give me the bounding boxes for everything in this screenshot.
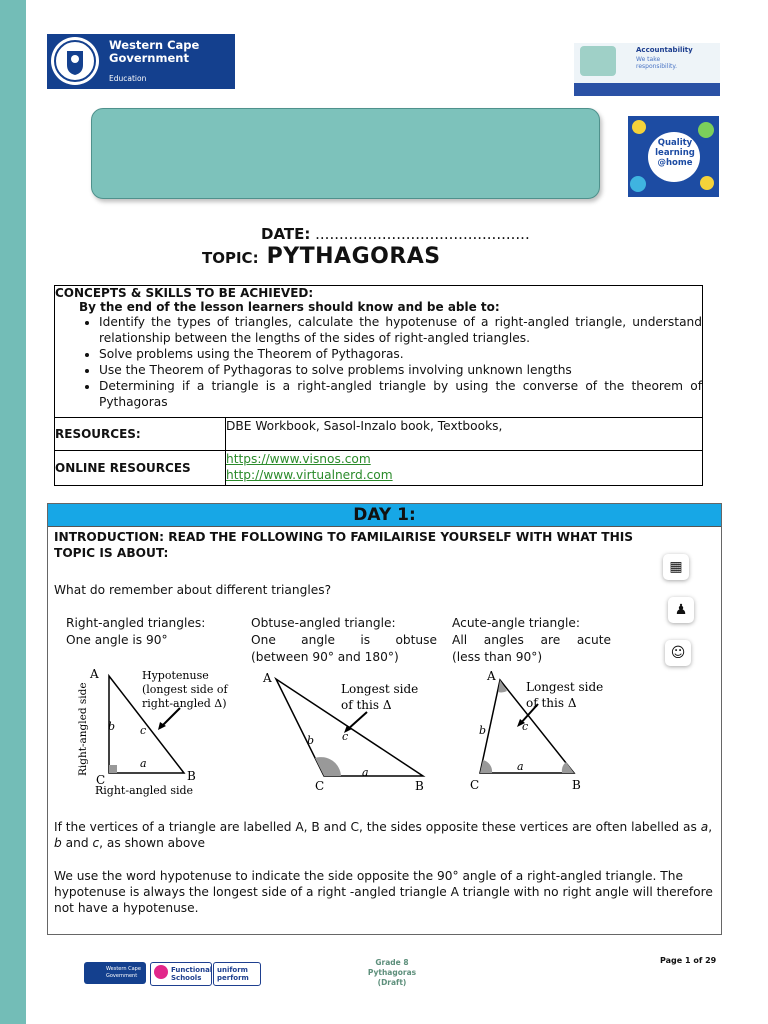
vertex-b: B (415, 779, 424, 793)
type-title: Right-angled triangles: (66, 616, 206, 630)
title-banner (91, 108, 600, 199)
list-item: • Solve problems using the Theorem of Pythagoras. (99, 346, 702, 362)
concepts-list (55, 314, 702, 410)
accountability-logo (574, 43, 720, 96)
concepts-heading: CONCEPTS & SKILLS TO BE ACHIEVED: (55, 286, 314, 300)
type-title: Obtuse-angled triangle: (251, 616, 396, 630)
wcg-logo (47, 34, 235, 89)
bottom-side-label: Right-angled side (95, 784, 194, 797)
type-range: (between 90° and 180°) (251, 650, 399, 664)
wcg-name: Western Cape Government (109, 38, 200, 65)
page-number: Page 1 of 29 (660, 956, 717, 965)
link-visnos[interactable]: https://www.visnos.com (226, 452, 371, 466)
list-item: • Use the Theorem of Pythagoras to solve problems involving unknown lengths (99, 362, 702, 378)
vertex-c: C (96, 773, 106, 787)
acute-desc (452, 615, 611, 666)
yellow-dot (632, 120, 646, 134)
longest-label-2: of this Δ (341, 698, 392, 712)
vertices-paragraph: If the vertices of a triangle are labelled A, B and C, the sides opposite these vertices are often labelled as a, b and c, as shown above (54, 820, 713, 850)
longest-label-1: Longest side (341, 682, 419, 696)
footer-draft: (Draft) (377, 978, 407, 987)
footer-wcg-logo: Western Cape Government (84, 962, 146, 984)
side-b: b (479, 724, 487, 737)
people-icon[interactable]: ♟ (668, 597, 694, 623)
ql-text: Quality learning @home (655, 138, 695, 168)
side-a: a (517, 760, 524, 773)
concepts-subheading: By the end of the lesson learners should know and be able to: (79, 300, 500, 314)
type-desc: One angle is 90° (66, 633, 168, 647)
question-text: What do remember about different triangles? (54, 583, 332, 597)
hyp-label-2: (longest side of (142, 683, 228, 696)
yellow-dot-2 (700, 176, 714, 190)
vertex-a: A (263, 671, 272, 685)
date-line: DATE: ............................................. (261, 225, 530, 243)
accountability-subtitle: We take responsibility. (636, 56, 677, 70)
longest-label-2: of this Δ (526, 696, 577, 710)
right-angle-marker (109, 765, 117, 773)
quality-learning-logo (628, 116, 719, 197)
intro-text: INTRODUCTION: READ THE FOLLOWING TO FAMILAIRISE YOURSELF WITH WHAT THIS TOPIC IS ABOUT: (54, 530, 634, 560)
topic-label: TOPIC: (202, 249, 259, 267)
footer-uniform-perform-logo: uniform perform (213, 962, 261, 986)
right-triangle-figure (60, 664, 240, 804)
longest-label-1: Longest side (526, 680, 604, 694)
green-dot (698, 122, 714, 138)
topic-value: PYTHAGORAS (266, 244, 441, 269)
type-desc: All angles are acute (452, 633, 611, 647)
footer-functional-schools-logo: Functional Schools (150, 962, 212, 986)
left-side-bar (0, 0, 26, 1024)
vertex-b: B (187, 769, 196, 783)
resources-value: DBE Workbook, Sasol-Inzalo book, Textbooks, (226, 418, 703, 451)
teacher-board-icon[interactable]: ▦ (663, 554, 689, 580)
obtuse-desc (251, 615, 437, 666)
online-resources-links (226, 451, 703, 486)
list-item: • Identify the types of triangles, calculate the hypotenuse of a right-angled triangle, understand relationship between the lengths of the sides of right-angled triangles. (99, 314, 702, 346)
hyp-label-3: right-angled Δ) (142, 697, 227, 710)
type-title: Acute-angle triangle: (452, 616, 581, 630)
angle-marker-b (562, 762, 574, 773)
resources-label: RESOURCES: (55, 418, 226, 451)
blue-dot (630, 176, 646, 192)
side-b: b (108, 720, 116, 733)
side-b: b (307, 734, 315, 747)
accountability-strip (574, 83, 720, 96)
online-resources-label: ONLINE RESOURCES (55, 451, 226, 486)
topic-line (202, 244, 441, 269)
pointer-arrow (347, 712, 367, 730)
coat-of-arms-icon (51, 37, 99, 85)
vertex-a: A (487, 669, 496, 683)
footer-center (357, 958, 427, 988)
side-a: a (140, 757, 147, 770)
day-title: DAY 1: (48, 504, 721, 527)
vertex-b: B (572, 778, 581, 792)
type-desc: One angle is obtuse (251, 633, 437, 647)
hyp-label-1: Hypotenuse (142, 669, 209, 682)
footer-topic: Pythagoras (367, 968, 417, 977)
right-angled-desc (66, 615, 226, 649)
side-c: c (140, 724, 147, 737)
wcg-dept: Education (109, 74, 147, 83)
reading-icon[interactable]: ☺ (665, 640, 691, 666)
side-a: a (362, 766, 369, 779)
vertex-c: C (470, 778, 480, 792)
obtuse-triangle-figure (255, 664, 440, 796)
footer-grade: Grade 8 (375, 958, 409, 967)
vertex-a: A (90, 667, 99, 681)
left-side-label: Right-angled side (77, 682, 89, 776)
link-virtualnerd[interactable]: http://www.virtualnerd.com (226, 468, 393, 482)
side-c: c (342, 730, 349, 743)
hypotenuse-paragraph: We use the word hypotenuse to indicate the side opposite the 90° angle of a right-angled triangle. The hypotenuse is always the longest side of a right -angled triangle A triangle with no right angle will therefore not have a hypotenuse. (54, 869, 713, 915)
concepts-cell (55, 286, 703, 418)
side-c: c (522, 720, 529, 733)
hand-icon (580, 46, 616, 76)
type-range: (less than 90°) (452, 650, 543, 664)
acute-triangle-figure (460, 664, 610, 796)
list-item: • Determining if a triangle is a right-angled triangle by using the converse of the theorem of Pythagoras (99, 378, 702, 410)
vertex-c: C (315, 779, 325, 793)
concepts-table (54, 285, 703, 486)
accountability-title: Accountability (636, 46, 693, 54)
